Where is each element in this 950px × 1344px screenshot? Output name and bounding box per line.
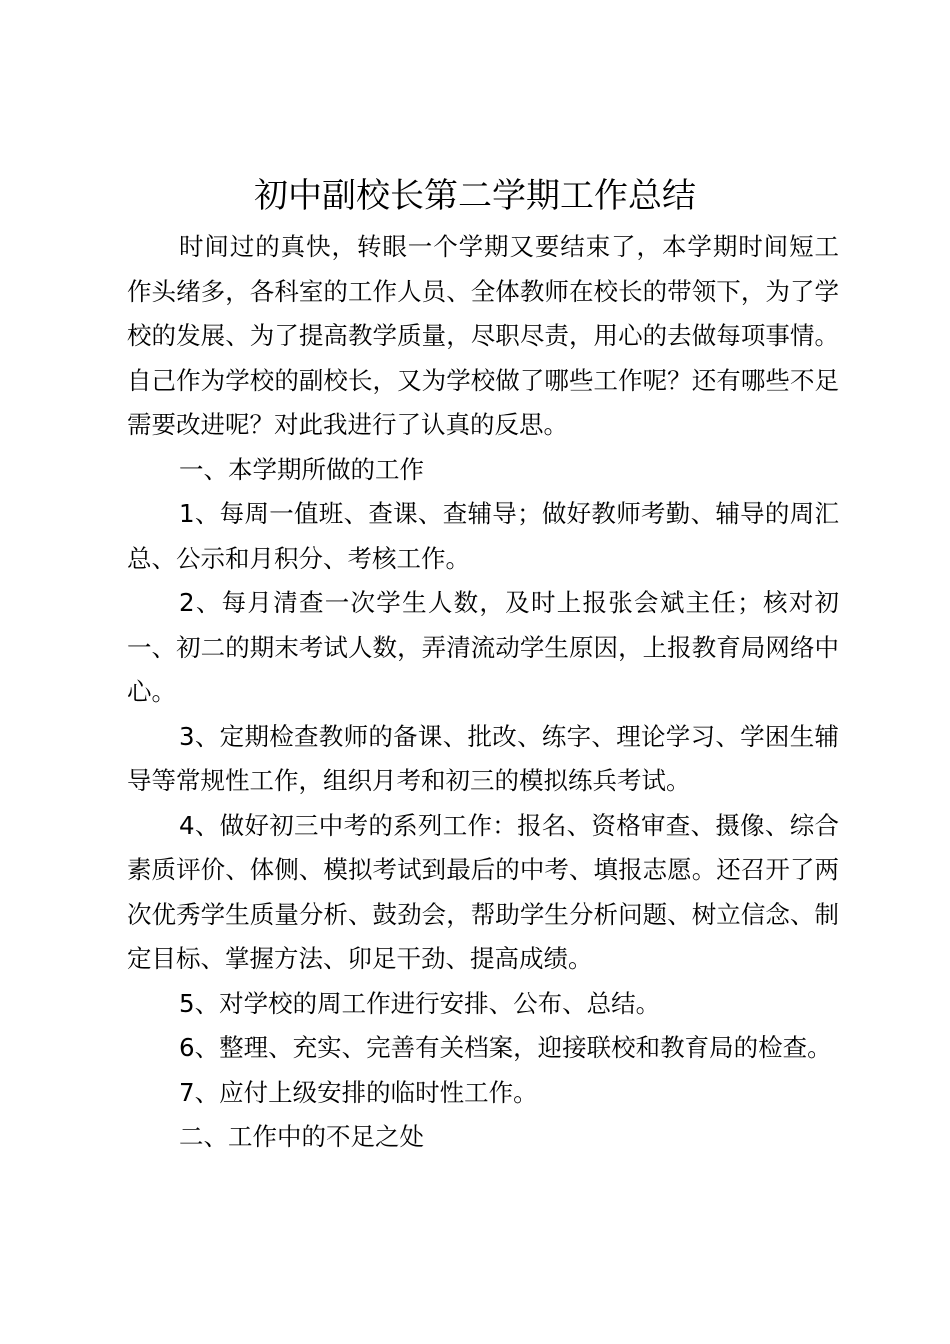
intro-paragraph: 时间过的真快，转眼一个学期又要结束了，本学期时间短工作头绪多，各科室的工作人员、全体教师在校长的带领下，为了学校的发展、为了提高教学质量，尽职尽责，用心的去做每项事情。自己作为学校的副校长，又为学校做了哪些工作呢？还有哪些不足需要改进呢？对此我进行了认真的反思。: [127, 232, 839, 439]
list-item-2: 2、每月清查一次学生人数，及时上报张会斌主任；核对初一、初二的期末考试人数，弄清流动学生原因，上报教育局网络中心。: [127, 588, 839, 706]
section-heading-work-done: 一、本学期所做的工作: [179, 454, 424, 484]
section-heading-shortcomings: 二、工作中的不足之处: [179, 1122, 424, 1151]
list-item-4: 4、做好初三中考的系列工作：报名、资格审查、摄像、综合素质评价、体侧、模拟考试到最后的中考、填报志愿。还召开了两次优秀学生质量分析、鼓劲会，帮助学生分析问题、树立信念、制定目标、掌握方法、卯足干劲、提高成绩。: [127, 810, 839, 973]
list-item-1: 1、每周一值班、查课、查辅导；做好教师考勤、辅导的周汇总、公示和月积分、考核工作。: [127, 499, 839, 573]
list-item-5: 5、对学校的周工作进行安排、公布、总结。: [179, 988, 661, 1018]
document-body: [127, 225, 839, 1160]
list-item-3: 3、定期检查教师的备课、批改、练字、理论学习、学困生辅导等常规性工作，组织月考和初三的模拟练兵考试。: [127, 721, 839, 795]
document-title: 初中副校长第二学期工作总结: [254, 176, 696, 216]
list-item-7: 7、应付上级安排的临时性工作。: [179, 1077, 538, 1107]
list-item-6: 6、整理、充实、完善有关档案，迎接联校和教育局的检查。: [179, 1033, 832, 1062]
